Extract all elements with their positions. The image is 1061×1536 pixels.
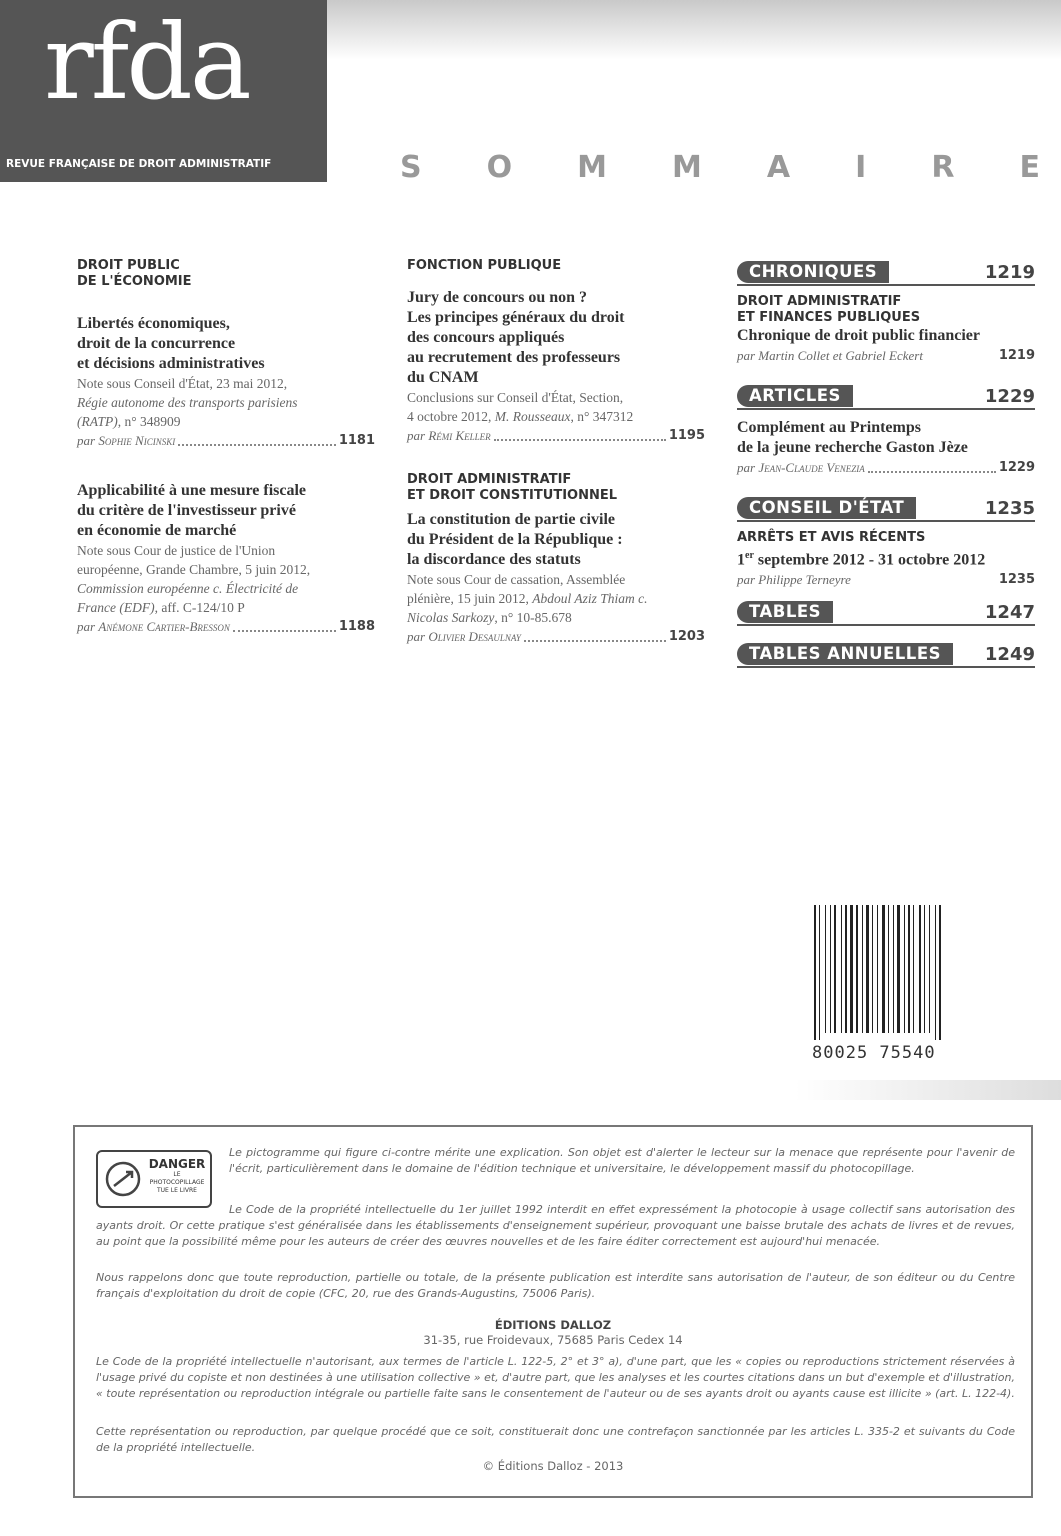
title-line: La constitution de partie civile xyxy=(407,511,615,528)
top-shade xyxy=(327,0,1061,60)
section-heading xyxy=(77,258,375,290)
rubric-conseil-etat[interactable] xyxy=(737,496,1035,522)
date-ordinal: er xyxy=(745,550,754,561)
rubric-label: ARTICLES xyxy=(737,385,853,407)
author-name: Rémi Keller xyxy=(428,428,491,443)
page-number: 1181 xyxy=(338,433,375,448)
article-title[interactable] xyxy=(407,288,705,388)
note-date: 4 octobre 2012, xyxy=(407,409,495,424)
sommaire-letter: I xyxy=(855,150,867,185)
title-line: et décisions administratives xyxy=(77,355,265,372)
sommaire-letter: M xyxy=(672,150,702,185)
case-name: (RATP) xyxy=(77,414,118,429)
byline xyxy=(77,431,375,451)
leader-dots xyxy=(178,444,336,446)
note-line: Note sous Cour de cassation, Assemblée xyxy=(407,572,626,587)
case-number: , n° 10-85.678 xyxy=(494,610,572,625)
byline-text: par Philippe Terneyre xyxy=(737,572,851,588)
title-line: de la jeune recherche Gaston Jèze xyxy=(737,439,968,456)
title-line: au recrutement des professeurs xyxy=(407,349,621,366)
title-line: Complément au Printemps xyxy=(737,419,921,436)
sommaire-letter: S xyxy=(400,150,422,185)
note-line: Note sous Conseil d'État, 23 mai 2012, xyxy=(77,376,288,391)
title-line: des concours appliqués xyxy=(407,329,565,346)
article-title[interactable] xyxy=(737,546,1035,570)
barcode-number: 80025 75540 xyxy=(812,1043,936,1063)
rubric-page: 1229 xyxy=(984,385,1035,407)
date-range: septembre 2012 - 31 octobre 2012 xyxy=(753,551,986,569)
danger-label xyxy=(146,1157,208,1195)
article-title[interactable]: Chronique de droit public financier xyxy=(737,327,980,344)
case-name: M. Rousseaux xyxy=(494,409,571,424)
rfda-logo: rfda xyxy=(44,1,249,123)
article-note xyxy=(77,374,375,431)
leader-dots xyxy=(494,439,666,441)
section-heading-line: DROIT ADMINISTRATIF xyxy=(407,472,572,487)
section-heading-line: ET DROIT CONSTITUTIONNEL xyxy=(407,488,617,503)
article-note xyxy=(77,541,375,617)
rubric-page: 1235 xyxy=(984,497,1035,519)
section-heading: FONCTION PUBLIQUE xyxy=(407,258,562,273)
publisher-address: 31-35, rue Froidevaux, 75685 Paris Cedex 14 xyxy=(423,1333,683,1347)
article-note xyxy=(407,570,705,627)
page-number: 1219 xyxy=(998,348,1035,363)
rubric-label: TABLES ANNUELLES xyxy=(737,643,953,665)
notice-paragraph: Cette représentation ou reproduction, par quelque procédé que ce soit, constituerait donc une contrefaçon sanctionnée par les articles L. 335-2 et suivants du Code de la propriété intellectuelle. xyxy=(96,1425,1015,1454)
barcode-icon xyxy=(812,905,972,1040)
by-prefix: par xyxy=(407,629,426,644)
by-prefix: par xyxy=(77,433,96,448)
rubric-page: 1247 xyxy=(984,601,1035,623)
leader-dots xyxy=(524,640,666,642)
title-line: la discordance des statuts xyxy=(407,551,581,568)
note-line: Note sous Cour de justice de l'Union xyxy=(77,543,276,558)
column-rubriques xyxy=(737,260,1035,668)
title-line: Libertés économiques, xyxy=(77,315,230,332)
title-line: Applicabilité à une mesure fiscale xyxy=(77,482,307,499)
section-heading-line: ET FINANCES PUBLIQUES xyxy=(737,310,921,325)
title-line: droit de la concurrence xyxy=(77,335,236,352)
danger-sub: TUE LE LIVRE xyxy=(157,1187,197,1194)
note-date: plénière, 15 juin 2012, xyxy=(407,591,533,606)
title-line: du Président de la République : xyxy=(407,531,623,548)
sommaire-letter: E xyxy=(1019,150,1040,185)
sommaire-letter: M xyxy=(577,150,608,185)
title-line: Jury de concours ou non ? xyxy=(407,289,588,306)
no-photocopy-icon xyxy=(104,1160,142,1198)
page-number: 1235 xyxy=(998,572,1035,588)
section-heading xyxy=(407,472,705,504)
article-note xyxy=(407,388,705,426)
section-heading: ARRÊTS ET AVIS RÉCENTS xyxy=(737,530,926,545)
title-line: du critère de l'investisseur privé xyxy=(77,502,296,519)
rubric-articles[interactable] xyxy=(737,384,1035,410)
author-name: Olivier Desaulnay xyxy=(428,629,521,644)
masthead-tagline: REVUE FRANÇAISE DE DROIT ADMINISTRATIF xyxy=(6,158,272,170)
case-name: France (EDF) xyxy=(77,600,155,615)
byline xyxy=(737,458,1035,478)
case-name: Abdoul Aziz Thiam c. xyxy=(532,591,648,606)
rubric-label: CONSEIL D'ÉTAT xyxy=(737,497,916,519)
byline xyxy=(77,617,375,637)
title-line: en économie de marché xyxy=(77,522,237,539)
section-heading xyxy=(737,294,1035,326)
sommaire-letter: A xyxy=(766,150,791,185)
case-number: , n° 347312 xyxy=(570,409,634,424)
page-number: 1188 xyxy=(338,619,375,634)
article-title[interactable] xyxy=(77,314,375,374)
note-line: Régie autonome des transports parisiens xyxy=(77,395,298,410)
page-number: 1229 xyxy=(998,460,1035,475)
article-title[interactable] xyxy=(407,510,705,570)
byline-text: par Martin Collet et Gabriel Eckert xyxy=(737,348,923,363)
note-line: Conclusions sur Conseil d'État, Section, xyxy=(407,390,624,405)
byline xyxy=(407,627,705,647)
leader-dots xyxy=(233,630,336,632)
byline xyxy=(737,346,1035,366)
date-day: 1 xyxy=(737,551,745,569)
page-number: 1203 xyxy=(668,629,705,644)
notice-paragraph: Le Code de la propriété intellectuelle n'autorisant, aux termes de l'article L. 122-5, 2° et 3° a), d'une part, que les « copies ou reproductions strictement réservées à l'usage privé du copiste et non destinées à une utilisation collective » et, d'autre part, que les analyses et les courtes citations dans un but d'exemple et d'illustration, « toute représentation ou reproduction intégrale ou partielle faite sans le consentement de l'auteur ou de ses ayants droit ou ayants cause est illicite » (art. L. 122-4). xyxy=(96,1355,1015,1400)
byline xyxy=(407,426,705,446)
rubric-page: 1249 xyxy=(984,643,1035,665)
rubric-page: 1219 xyxy=(984,261,1035,283)
rubric-label: CHRONIQUES xyxy=(737,261,889,283)
notice-paragraph: Nous rappelons donc que toute reproduction, partielle ou totale, de la présente publication est interdite sans autorisation de l'auteur, de son éditeur ou du Centre français d'exploitation du droit de copie (CFC, 20, rue des Grands-Augustins, 75006 Paris). xyxy=(96,1271,1015,1300)
sommaire-heading xyxy=(400,150,1040,185)
by-prefix: par xyxy=(77,619,96,634)
sommaire-letter: R xyxy=(931,150,955,185)
section-heading-line: DROIT ADMINISTRATIF xyxy=(737,294,902,309)
note-line: européenne, Grande Chambre, 5 juin 2012, xyxy=(77,562,311,577)
section-heading-line: DROIT PUBLIC xyxy=(77,258,180,273)
notice-paragraph: Le Code de la propriété intellectuelle du 1er juillet 1992 interdit en effet expressément la photocopie à usage collectif sans autorisation des ayants droit. Or cette pratique s'est généralisée dans les établissements d'enseignement supérieur, provoquant une baisse brutale des achats de livres et de revues, au point que la possibilité même pour les auteurs de créer des œuvres nouvelles et de les faire éditer correctement est aujourd'hui menacée. xyxy=(96,1203,1015,1248)
notice-paragraph: Le pictogramme qui figure ci-contre mérite une explication. Son objet est d'alerter le lecteur sur la menace que représente pour l'avenir de l'écrit, particulièrement dans le domaine de l'édition technique et universitaire, le développement massif du photocopillage. xyxy=(229,1146,1015,1175)
rubric-chroniques[interactable] xyxy=(737,260,1035,286)
column-economie xyxy=(77,258,375,637)
by-prefix: par xyxy=(407,428,426,443)
rubric-tables[interactable] xyxy=(737,600,1035,626)
publisher-name: ÉDITIONS DALLOZ xyxy=(494,1318,612,1332)
byline xyxy=(737,570,1035,590)
leader-dots xyxy=(868,471,996,473)
rubric-tables-annuelles[interactable] xyxy=(737,642,1035,668)
by-prefix: par xyxy=(737,460,756,475)
note-line: Commission européenne c. Électricité de xyxy=(77,581,299,596)
page-number: 1195 xyxy=(668,428,705,443)
title-line: du CNAM xyxy=(407,369,479,386)
author-name: Jean-Claude Venezia xyxy=(758,460,865,475)
column-fonction-publique xyxy=(407,258,705,647)
danger-sub: PHOTOCOPILLAGE xyxy=(149,1179,205,1186)
copyright: © Éditions Dalloz - 2013 xyxy=(482,1459,624,1473)
title-line: Les principes généraux du droit xyxy=(407,309,625,326)
author-name: Sophie Nicinski xyxy=(98,433,176,448)
case-number: , aff. C-124/10 P xyxy=(154,600,245,615)
article-title[interactable] xyxy=(737,418,1035,458)
author-name: Anémone Cartier-Bresson xyxy=(98,619,230,634)
danger-title: DANGER xyxy=(148,1157,206,1171)
danger-pictogram xyxy=(96,1150,212,1208)
scan-shadow xyxy=(795,1080,1061,1100)
danger-sub: LE xyxy=(173,1171,181,1178)
sommaire-letter: O xyxy=(486,150,513,185)
section-heading-line: DE L'ÉCONOMIE xyxy=(77,274,192,289)
rubric-label: TABLES xyxy=(737,601,833,623)
case-name: Nicolas Sarkozy xyxy=(407,610,495,625)
article-title[interactable] xyxy=(77,481,375,541)
case-number: , n° 348909 xyxy=(117,414,181,429)
